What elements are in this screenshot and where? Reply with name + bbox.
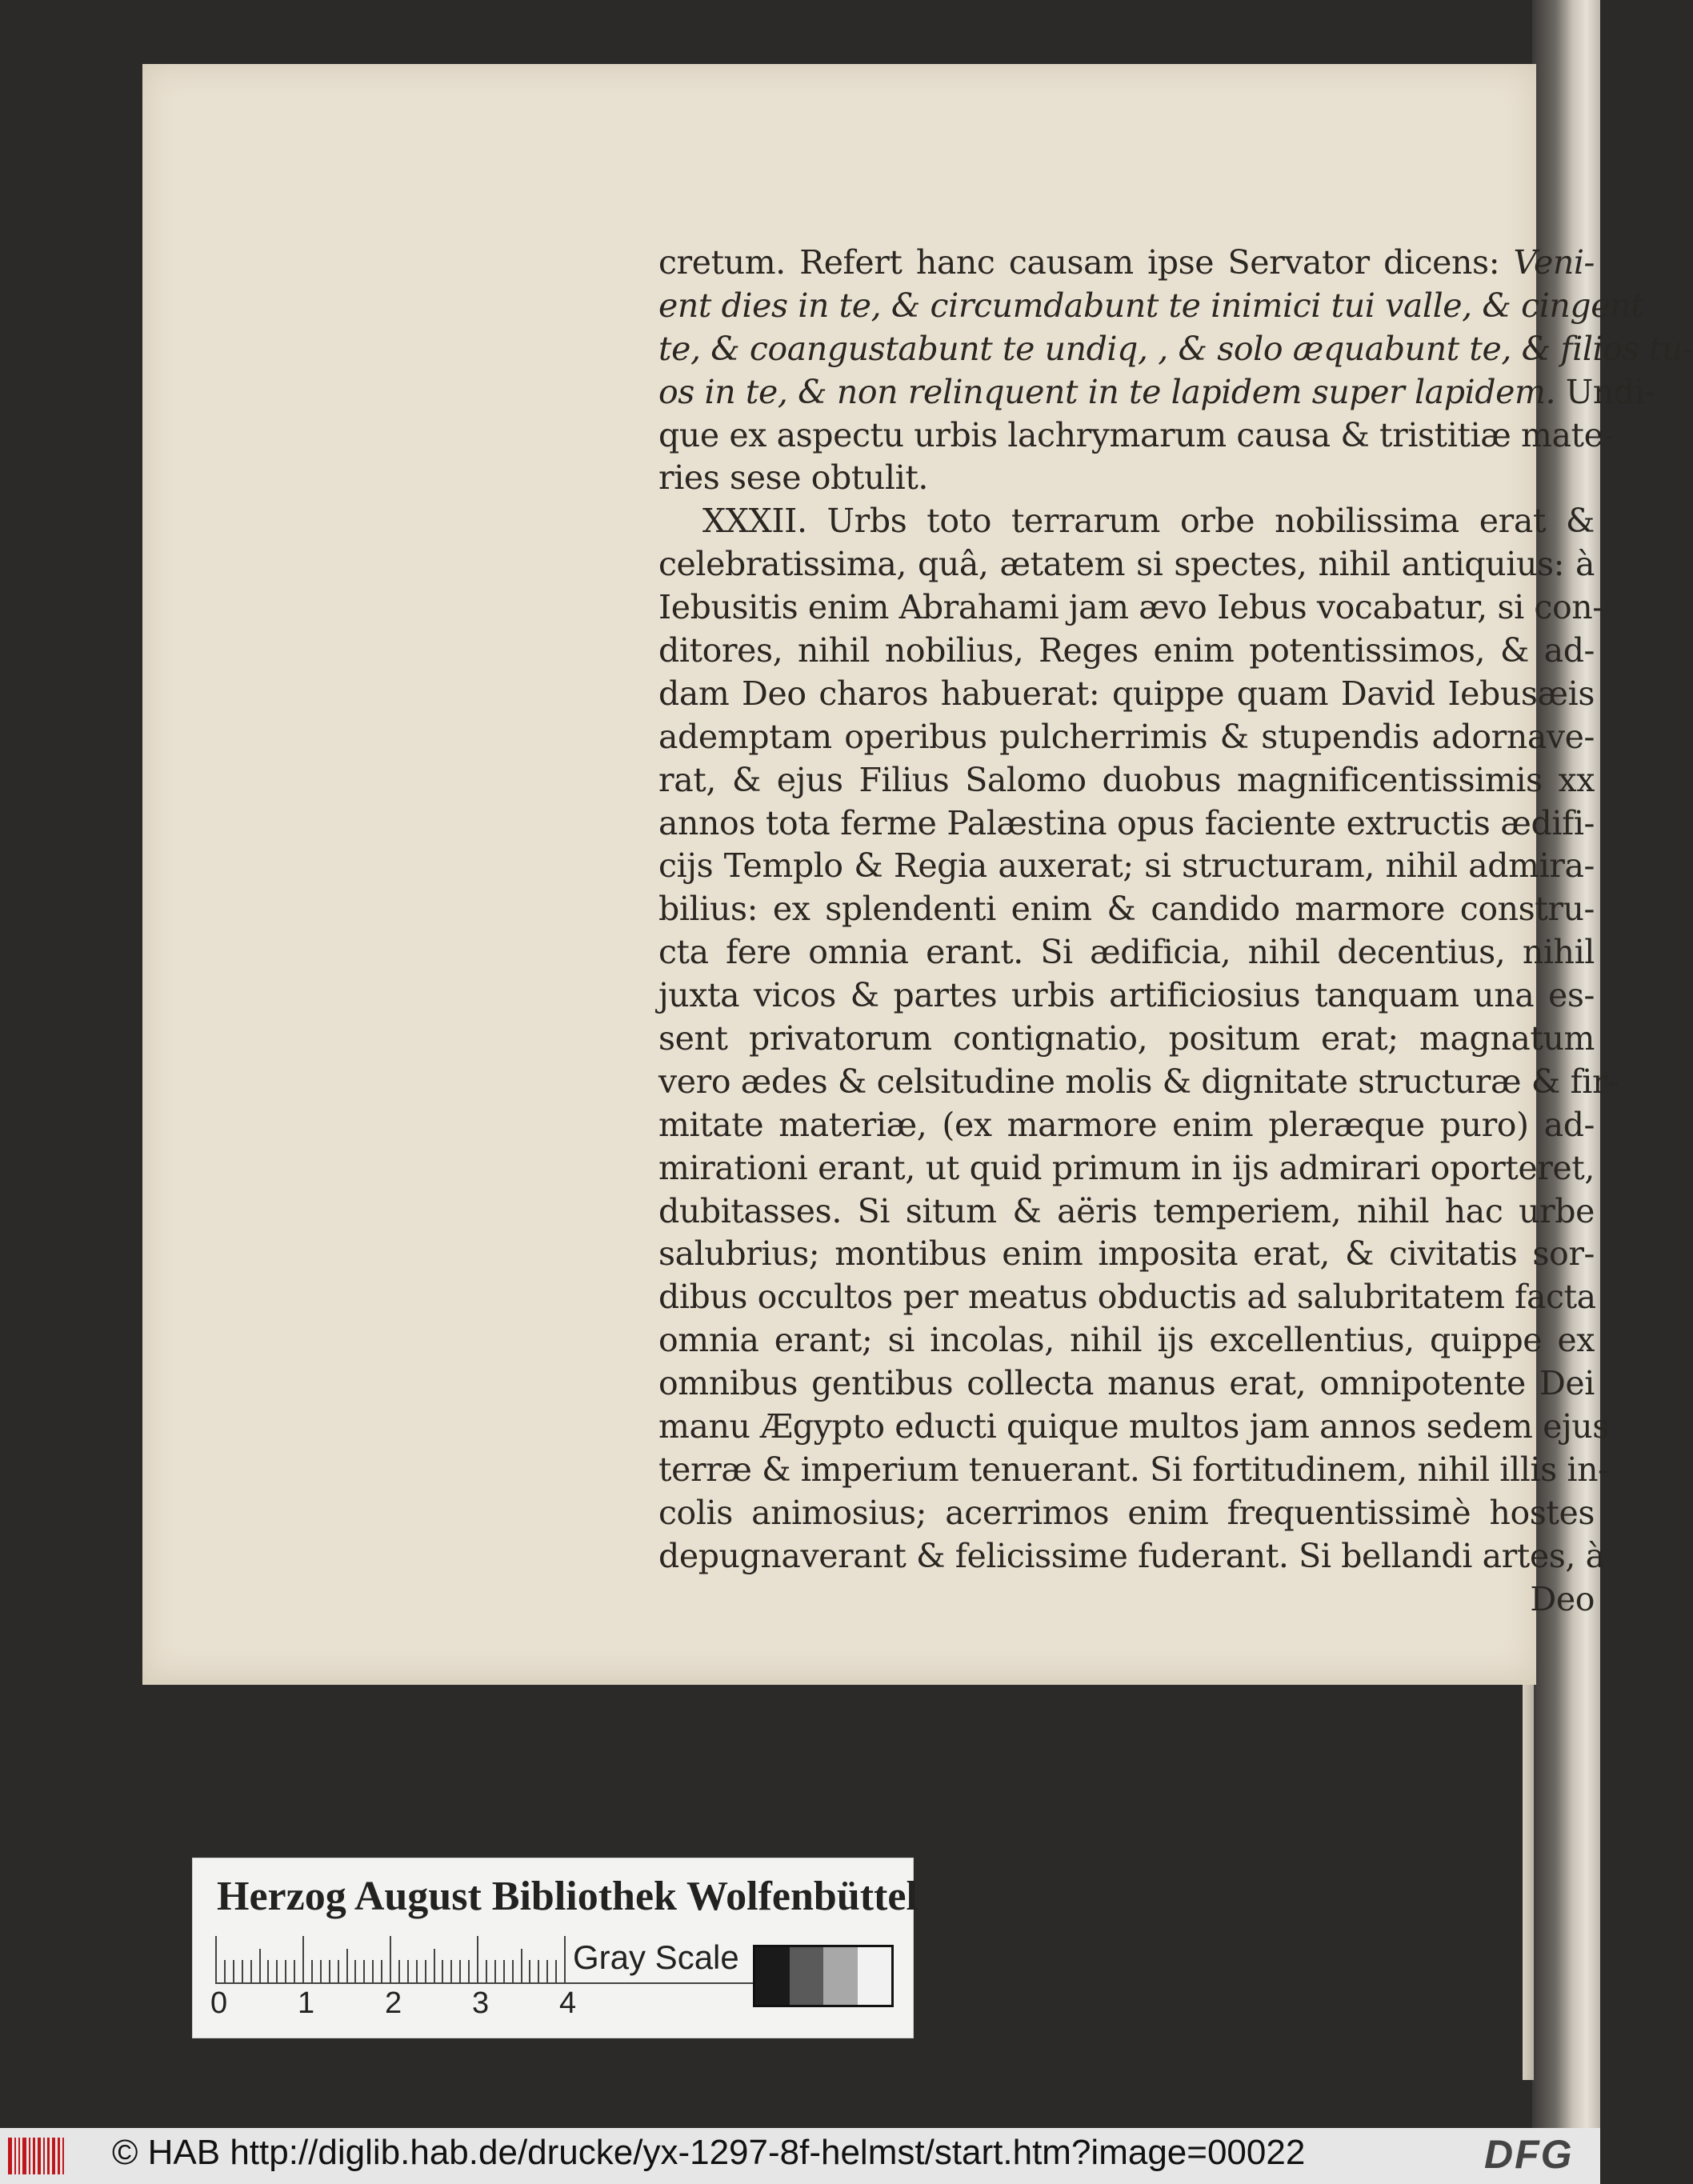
text-line xyxy=(658,371,1655,414)
ruler-tick xyxy=(338,1960,339,1982)
text-line xyxy=(658,414,1614,458)
page-text-block xyxy=(658,242,1693,1622)
ruler-tick xyxy=(329,1960,330,1982)
ruler-tick xyxy=(503,1960,505,1982)
source-url[interactable]: © HAB http://diglib.hab.de/drucke/yx-1297-8f-helmst/start.htm?image=00022 xyxy=(112,2133,1306,2172)
text-line xyxy=(658,328,1693,371)
text-line xyxy=(658,1492,1595,1535)
text-line xyxy=(658,673,1595,716)
ruler-tick xyxy=(311,1960,313,1982)
gray-scale-label: Gray Scale xyxy=(573,1938,739,1976)
text-line xyxy=(658,974,1595,1018)
barcode-bar xyxy=(14,2138,16,2174)
text-line xyxy=(658,586,1603,630)
library-name: Herzog August Bibliothek Wolfenbüttel xyxy=(217,1874,918,1919)
text-segment: te, & coangustabunt te undiq, , & solo æquabunt te, & filios tu- xyxy=(658,329,1693,368)
text-segment: ries sese obtulit. xyxy=(658,458,929,498)
text-segment: os in te, & non relinquent in te lapidem super lapidem. xyxy=(658,372,1556,411)
barcode-bar xyxy=(52,2138,56,2174)
text-segment: que ex aspectu urbis lachrymarum causa & tristitiæ mate- xyxy=(658,415,1614,454)
ruler-tick xyxy=(529,1960,530,1982)
book-page xyxy=(142,64,1693,1685)
ruler-tick xyxy=(302,1936,304,1982)
ruler-tick xyxy=(363,1960,365,1982)
text-line xyxy=(658,1233,1595,1276)
text-line xyxy=(658,759,1595,802)
ruler-number: 0 xyxy=(210,1986,228,2020)
text-segment: Undi- xyxy=(1555,372,1655,411)
text-segment: bilius: ex splendenti enim & candido marmore constru- xyxy=(658,890,1595,929)
ruler-tick xyxy=(224,1960,226,1982)
ruler-tick xyxy=(486,1960,487,1982)
ruler-tick xyxy=(564,1936,566,1982)
text-segment: terræ & imperium tenuerant. Si fortitudinem, nihil illis in- xyxy=(658,1450,1609,1489)
barcode-bar xyxy=(22,2138,26,2174)
ruler-tick xyxy=(285,1960,286,1982)
ruler-tick xyxy=(494,1960,496,1982)
text-segment: mitate materiæ, (ex marmore enim pleræque puro) ad- xyxy=(658,1105,1595,1144)
ruler-tick xyxy=(259,1949,261,1982)
ruler-tick xyxy=(407,1960,409,1982)
text-segment: cretum. Refert hanc causam ipse Servator dicens: xyxy=(658,243,1514,282)
text-line xyxy=(658,845,1595,888)
ruler-tick xyxy=(425,1960,426,1982)
ruler-tick xyxy=(381,1960,382,1982)
dfg-logo: DFG xyxy=(1484,2132,1574,2177)
ruler-tick xyxy=(372,1960,374,1982)
ruler-tick xyxy=(468,1960,470,1982)
ruler-tick xyxy=(521,1949,522,1982)
ruler-tick xyxy=(398,1960,400,1982)
text-segment: depugnaverant & felicissime fuderant. Si bellandi artes, à xyxy=(658,1536,1605,1575)
ruler-tick xyxy=(538,1960,539,1982)
ruler-tick xyxy=(250,1960,252,1982)
text-line xyxy=(658,888,1595,931)
text-segment: dubitasses. Si situm & aëris temperiem, nihil hac urbe xyxy=(658,1191,1595,1230)
ruler-tick xyxy=(434,1949,435,1982)
ruler-tick xyxy=(390,1936,391,1982)
gray-swatch xyxy=(755,1947,790,2005)
text-line xyxy=(658,1406,1609,1449)
text-segment: cijs Templo & Regia auxerat; si structuram, nihil admira- xyxy=(658,846,1595,886)
barcode-bar xyxy=(33,2138,34,2174)
ruler-tick xyxy=(215,1936,217,1982)
text-segment: Iebusitis enim Abrahami jam ævo Iebus vocabatur, si con- xyxy=(658,588,1603,627)
text-line xyxy=(658,1104,1595,1147)
ruler-tick xyxy=(346,1949,348,1982)
barcode-bar xyxy=(58,2138,59,2174)
barcode-bar xyxy=(18,2138,20,2174)
text-line xyxy=(658,242,1595,285)
text-line xyxy=(658,630,1595,673)
text-segment: dibus occultos per meatus obductis ad salubritatem facta xyxy=(658,1278,1596,1317)
barcode-bar xyxy=(38,2138,42,2174)
ruler-tick xyxy=(459,1960,461,1982)
text-segment: sent privatorum contignatio, positum erat; magnatum xyxy=(658,1019,1595,1058)
text-line xyxy=(658,1319,1595,1362)
ruler-tick xyxy=(555,1960,557,1982)
text-segment: omnibus gentibus collecta manus erat, omnipotente Dei xyxy=(658,1364,1595,1403)
text-segment: dam Deo charos habuerat: quippe quam David Iebusæis xyxy=(658,674,1595,713)
text-line xyxy=(658,1276,1595,1319)
ruler-tick xyxy=(242,1960,243,1982)
text-line xyxy=(658,500,1595,543)
text-segment: ademptam operibus pulcherrimis & stupendis adornave- xyxy=(658,717,1595,756)
text-segment: cta fere omnia erant. Si ædificia, nihil decentius, nihil xyxy=(658,933,1595,972)
text-segment: ditores, nihil nobilius, Reges enim potentissimos, & ad- xyxy=(658,631,1595,670)
ruler-tick xyxy=(233,1960,234,1982)
text-line xyxy=(658,1018,1595,1061)
ruler-tick xyxy=(354,1960,356,1982)
text-line xyxy=(658,1061,1619,1104)
footer-bar xyxy=(0,2128,1600,2184)
text-line xyxy=(658,716,1595,759)
text-segment: XXXII. Urbs toto terrarum orbe nobilissima erat & xyxy=(702,502,1595,541)
ruler-tick xyxy=(546,1960,548,1982)
text-segment: rat, & ejus Filius Salomo duobus magnificentissimis xx xyxy=(658,760,1595,799)
text-segment: colis animosius; acerrimos enim frequentissimè hostes xyxy=(658,1493,1595,1532)
barcode-bar xyxy=(43,2138,45,2174)
ruler-tick xyxy=(294,1960,295,1982)
text-line xyxy=(658,802,1595,846)
barcode-bar xyxy=(47,2138,49,2174)
text-line xyxy=(658,543,1595,586)
ruler-number: 1 xyxy=(298,1986,315,2020)
ruler-tick xyxy=(450,1960,452,1982)
ruler-number: 2 xyxy=(385,1986,402,2020)
ruler-tick xyxy=(477,1936,478,1982)
text-segment: mirationi erant, ut quid primum in ijs admirari oporteret, xyxy=(658,1148,1595,1187)
text-line xyxy=(658,1147,1595,1190)
text-segment: ent dies in te, & circumdabunt te inimici tui valle, & cingent xyxy=(658,286,1644,325)
text-segment: Veni- xyxy=(1513,243,1595,282)
text-line xyxy=(658,1190,1595,1234)
ruler-tick xyxy=(512,1960,514,1982)
text-line xyxy=(658,931,1595,974)
barcode-bar xyxy=(8,2138,12,2174)
gray-swatch xyxy=(823,1947,858,2005)
text-segment: salubrius; montibus enim imposita erat, & civitatis sor- xyxy=(658,1234,1595,1274)
gray-swatch xyxy=(790,1947,824,2005)
text-line xyxy=(658,1449,1609,1492)
barcode-bar xyxy=(29,2138,30,2174)
text-segment: omnia erant; si incolas, nihil ijs excellentius, quippe ex xyxy=(658,1321,1595,1360)
text-line xyxy=(658,285,1644,328)
barcode-bar xyxy=(62,2138,64,2174)
ruler-tick xyxy=(276,1960,278,1982)
text-segment: celebratissima, quâ, ætatem si spectes, nihil antiquius: à xyxy=(658,545,1595,584)
ruler-tick xyxy=(267,1960,269,1982)
ruler-tick xyxy=(442,1960,443,1982)
ruler-number: 3 xyxy=(472,1986,490,2020)
text-line xyxy=(658,1362,1595,1406)
text-line xyxy=(658,457,1595,500)
hab-barcode-logo xyxy=(8,2138,64,2174)
color-calibration-card xyxy=(192,1858,918,2038)
text-segment: juxta vicos & partes urbis artificiosius tanquam una es- xyxy=(658,976,1595,1015)
catchword: Deo xyxy=(1530,1579,1595,1618)
text-segment: vero ædes & celsitudine molis & dignitate structuræ & fir- xyxy=(658,1062,1619,1101)
text-segment: manu Ægypto educti quique multos jam annos sedem ejus xyxy=(658,1407,1609,1446)
gray-scale-swatches xyxy=(753,1945,894,2007)
ruler-number: 4 xyxy=(559,1986,577,2020)
gray-swatch xyxy=(858,1947,892,2005)
text-segment: annos tota ferme Palæstina opus faciente extructis ædifi- xyxy=(658,803,1595,842)
text-line xyxy=(658,1535,1605,1578)
ruler-tick xyxy=(416,1960,418,1982)
ruler-tick xyxy=(320,1960,322,1982)
